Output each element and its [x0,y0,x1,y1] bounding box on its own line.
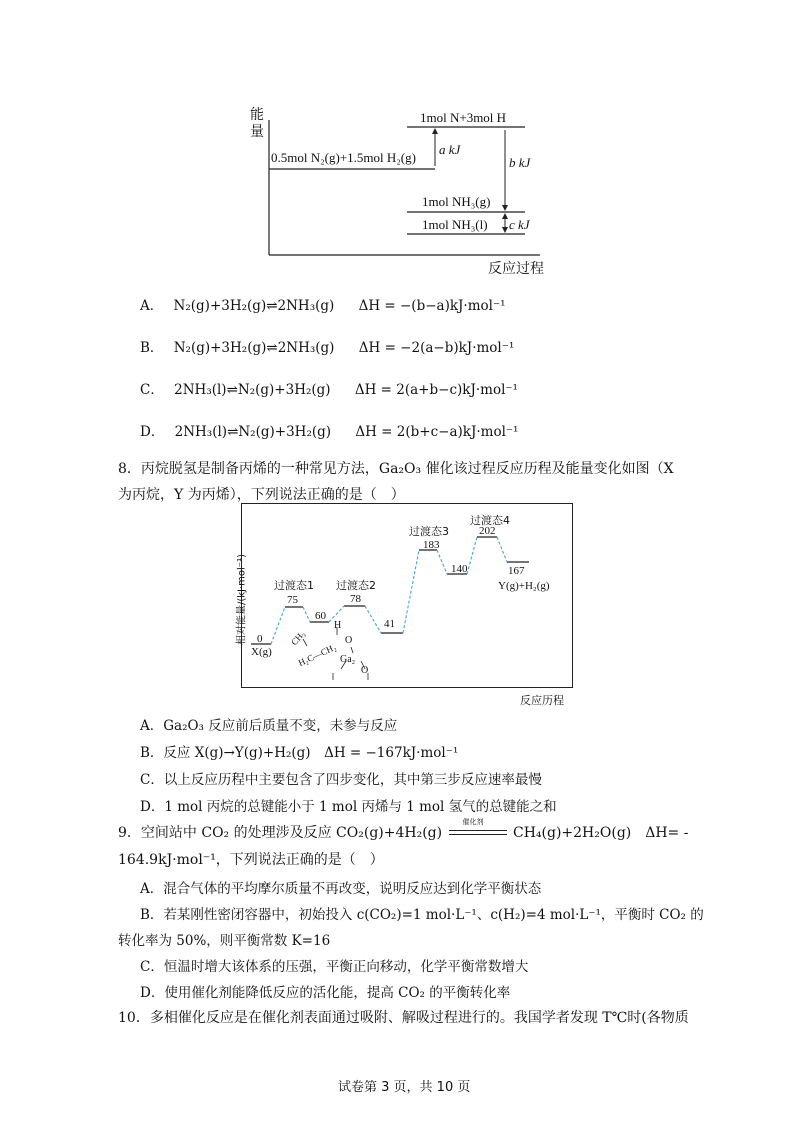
q7-option-a: A． N₂(g)+3H₂(g)⇌2NH₃(g) ΔH = −(b−a)kJ·mol⁻¹ [140,298,506,314]
value-167: 167 [508,565,525,577]
q8-stem-line2: 为丙烷，Y 为丙烯），下列说法正确的是（ ） [118,487,405,503]
value-202: 202 [479,525,496,537]
q9-stem-line2: 164.9kJ·mol⁻¹，下列说法正确的是（ ） [118,852,384,868]
struct-o: O [345,635,353,646]
struct-ch3: CH₃ [288,628,307,648]
y-axis-label-1: 能 [250,107,264,123]
value-0: 0 [257,633,263,645]
label-c: c kJ [509,217,530,232]
value-183: 183 [423,539,440,551]
ts2-label: 过渡态2 [336,579,376,592]
x-axis-label: 反应过程 [488,261,544,277]
level-nh3-l-label: 1mol NH₃(l) [422,217,488,232]
q9-option-b-line2: 转化率为 50%，则平衡常数 K=16 [118,933,331,949]
ts1-label: 过渡态1 [274,579,314,592]
label-a: a kJ [439,142,461,157]
q9-option-c: C．恒温时增大该体系的压强，平衡正向移动，化学平衡常数增大 [140,959,529,975]
value-41: 41 [384,618,395,630]
q8-stem-line1: 8．丙烷脱氢是制备丙烯的一种常见方法，Ga₂O₃ 催化该过程反应历程及能量变化如图（X [118,461,674,477]
value-140: 140 [451,563,468,575]
page-footer: 试卷第 3 页，共 10 页 [338,1080,471,1095]
struct-ga: Ga₂ [340,654,356,665]
struct-o2: O [361,665,369,676]
value-y: Y(g)+H₂(g) [498,580,550,592]
q8-option-d: D．1 mol 丙烷的总键能小于 1 mol 丙烯与 1 mol 氢气的总键能之和 [140,799,557,815]
q9-option-b-line1: B．若某刚性密闭容器中，初始投入 c(CO₂)=1 mol·L⁻¹、c(H₂)=4 mol·L⁻¹，平衡时 CO₂ 的 [140,907,704,923]
diagram2-x-label: 反应历程 [520,694,564,707]
catalyst-label: 催化剂 [462,818,484,826]
energy-level-diagram [240,100,560,280]
q9-option-d: D．使用催化剂能降低反应的活化能，提高 CO₂ 的平衡转化率 [140,985,511,1001]
ts4-label: 过渡态4 [470,514,510,527]
q7-option-c: C． 2NH₃(l)⇌N₂(g)+3H₂(g) ΔH = 2(a+b−c)kJ·mol⁻¹ [140,382,518,398]
q7-option-b: B． N₂(g)+3H₂(g)⇌2NH₃(g) ΔH = −2(a−b)kJ·mol⁻¹ [140,340,515,356]
struct-bond-1 [303,639,307,646]
path-6 [437,550,447,574]
q8-option-a: A．Ga₂O₃ 反应前后质量不变，未参与反应 [140,718,398,734]
ts3-label: 过渡态3 [409,525,449,538]
q8-option-c: C．以上反应历程中主要包含了四步变化，其中第三步反应速率最慢 [140,772,542,788]
y-axis-label-2: 量 [250,124,264,140]
value-x: X(g) [251,646,272,658]
path-4 [365,606,381,633]
q10-stem-line1: 10．多相催化反应是在催化剂表面通过吸附、解吸过程进行的。我国学者发现 T℃时(各物质 [118,1010,689,1026]
level-nh3-g-label: 1mol NH₃(g) [422,194,491,209]
path-7 [467,537,477,574]
struct-bond-3 [351,647,353,653]
value-75: 75 [287,594,298,606]
path-5 [403,550,419,633]
catalyst-arrow [449,818,507,840]
value-78: 78 [350,593,361,605]
value-60: 60 [315,610,326,622]
diagram2-y-label: 相对能量/(kJ·mol⁻¹) [236,554,248,646]
struct-mid: H₂C—CH₂ [296,641,338,669]
q7-option-d: D． 2NH₃(l)⇌N₂(g)+3H₂(g) ΔH = 2(b+c−a)kJ·mol⁻¹ [140,424,519,440]
q9-stem-line1: 9．空间站中 CO₂ 的处理涉及反应 CO₂(g)+4H₂(g) 催化剂 CH₄(g)+2H₂O(g) ΔH= - [118,818,689,841]
q8-option-b: B．反应 X(g)→Y(g)+H₂(g) ΔH = −167kJ·mol⁻¹ [140,745,459,761]
path-8 [497,537,507,562]
struct-h: H [334,620,342,631]
level-reactant-label: 0.5mol N₂(g)+1.5mol H₂(g) [271,150,416,165]
path-1 [271,607,285,644]
label-b: b kJ [509,155,531,170]
q9-option-a: A．混合气体的平均摩尔质量不再改变，说明反应达到化学平衡状态 [140,881,542,897]
level-top-label: 1mol N+3mol H [420,110,507,125]
path-2 [303,607,310,622]
